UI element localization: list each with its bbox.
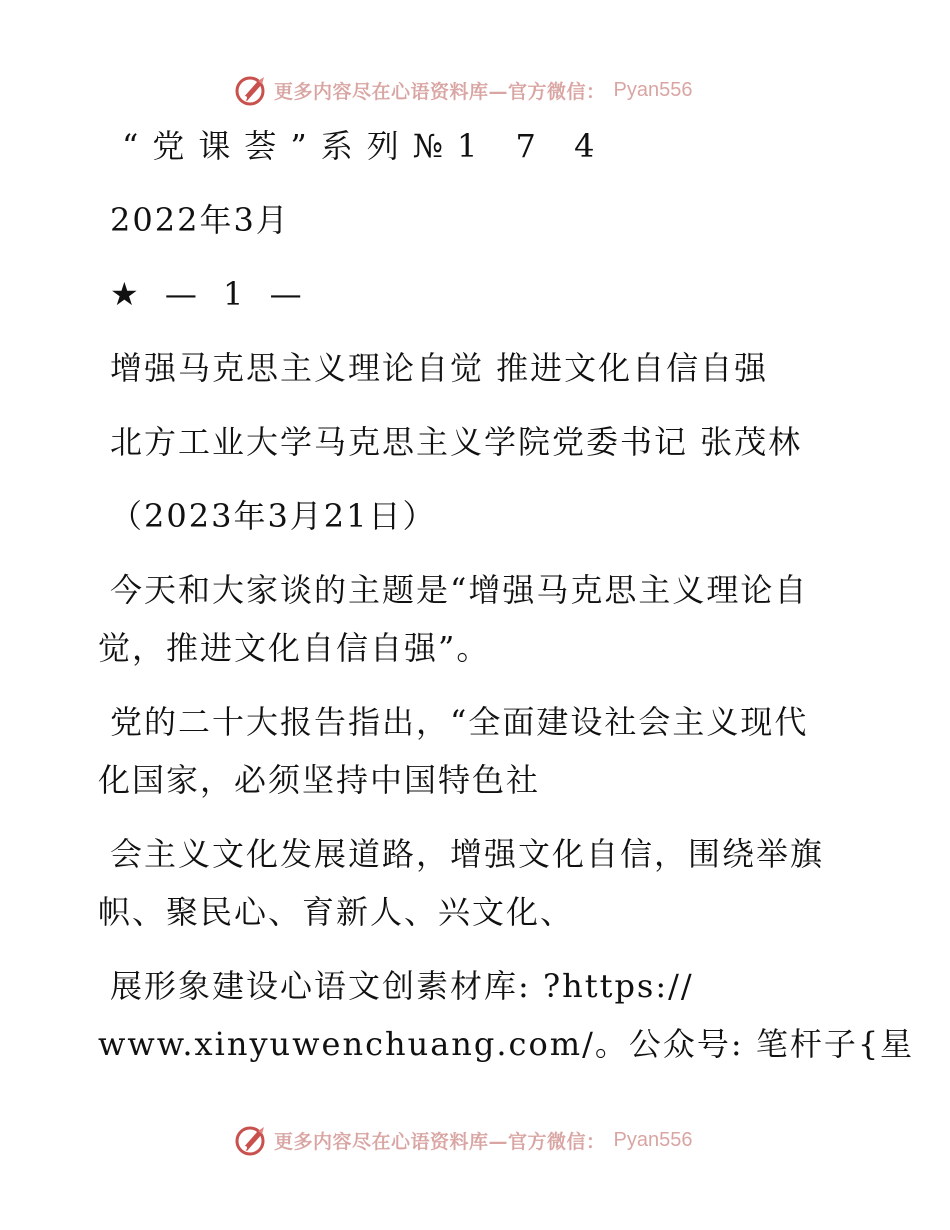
- pen-logo-icon: [234, 1123, 268, 1157]
- page-marker: ★ — 1 —: [110, 275, 310, 313]
- watermark-wechat-id: Pyan556: [613, 78, 693, 101]
- article-author: 北方工业大学马克思主义学院党委书记 张茂林: [110, 423, 803, 461]
- series-heading: “党课荟”系列№1 7 4: [122, 127, 609, 165]
- body-line: 化国家，必须坚持中国特色社: [98, 761, 541, 799]
- watermark-banner-top: [234, 71, 692, 109]
- body-line: 觉，推进文化自信自强”。: [98, 629, 491, 667]
- body-line: 会主义文化发展道路，增强文化自信，围绕举旗: [110, 835, 825, 873]
- body-line: 展形象建设心语文创素材库: ?https://: [110, 967, 694, 1005]
- body-line: 党的二十大报告指出，“全面建设社会主义现代: [110, 703, 809, 741]
- watermark-wechat-id: Pyan556: [613, 1128, 693, 1151]
- watermark-text: 更多内容尽在心语资料库—官方微信：: [274, 80, 606, 103]
- article-title: 增强马克思主义理论自觉 推进文化自信自强: [110, 349, 769, 387]
- body-line: www.xinyuwenchuang.com/。公众号: 笔杆子{星: [98, 1025, 915, 1063]
- pen-logo-icon: [234, 73, 268, 107]
- watermark-text: 更多内容尽在心语资料库—官方微信：: [274, 1130, 606, 1153]
- lecture-date: （2023年3月21日）: [110, 497, 437, 535]
- watermark-banner-bottom: [234, 1121, 692, 1159]
- body-line: 帜、聚民心、育新人、兴文化、: [98, 893, 575, 931]
- body-line: 今天和大家谈的主题是“增强马克思主义理论自: [110, 571, 809, 609]
- issue-date: 2022年3月: [110, 201, 290, 239]
